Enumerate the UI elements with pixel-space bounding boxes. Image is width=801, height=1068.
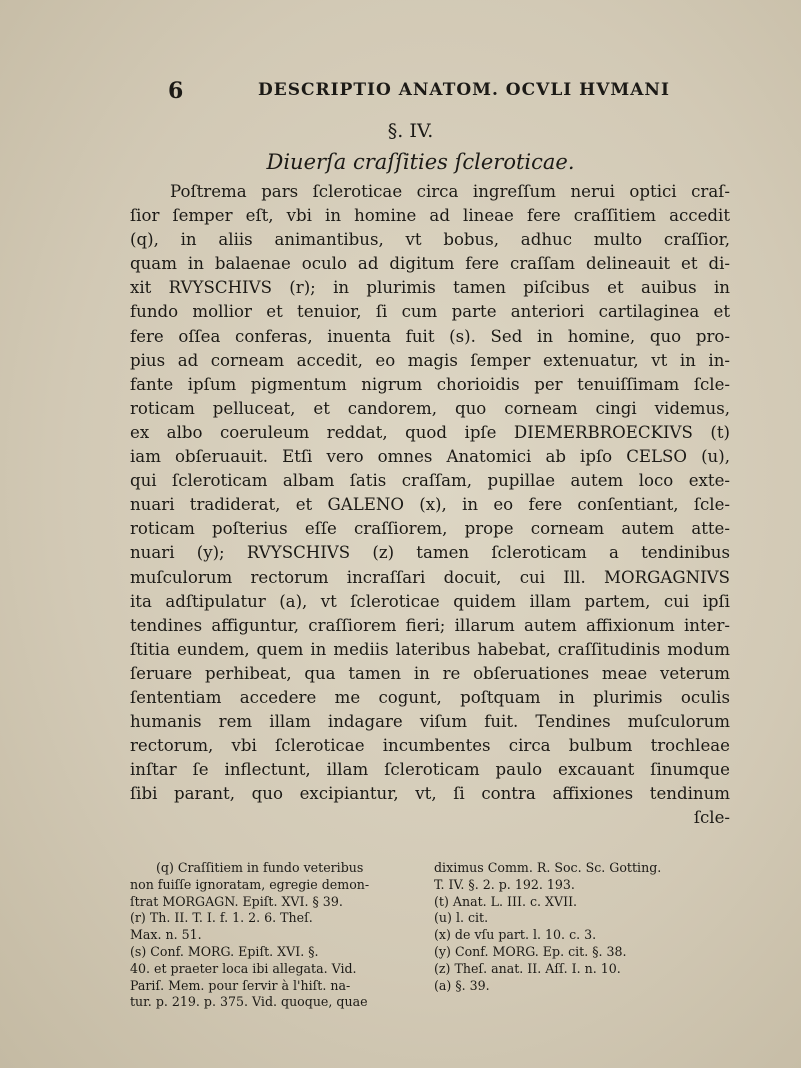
section-title: Diuerſa craſſities ſcleroticae. <box>266 150 575 174</box>
text-line: inſtar ſe inflectunt, illam ſcleroticam paulo excauant ſinumque <box>130 760 730 780</box>
text-line: ſior ſemper eſt, vbi in homine ad lineae fere craſſitiem accedit <box>130 206 730 226</box>
text-line: humanis rem illam indagare viſum fuit. Tendines muſculorum <box>130 712 730 732</box>
footnote-line: 40. et praeter loca ibi allegata. Vid. <box>130 960 357 976</box>
footnotes-left-column <box>130 860 430 1011</box>
text-line: pius ad corneam accedit, eo magis ſemper extenuatur, vt in in- <box>130 350 730 370</box>
body-text <box>130 180 730 831</box>
text-line: ſcle- <box>693 808 730 828</box>
text-line: Poſtrema pars ſcleroticae circa ingreſſum nerui optici craſ- <box>170 182 730 201</box>
text-line: iam obſeruauit. Etſi vero omnes Anatomici ab ipſo CELSO (u), <box>130 447 730 467</box>
footnote-line: (r) Th. II. T. I. f. 1. 2. 6. Theſ. <box>130 910 313 926</box>
text-line: (q), in aliis animantibus, vt bobus, adhuc multo craſſior, <box>130 230 730 250</box>
text-line: quam in balaenae oculo ad digitum fere craſſam delineauit et di- <box>130 254 730 274</box>
text-line: roticam pelluceat, et candorem, quo corneam cingi videmus, <box>130 398 730 418</box>
text-line: ſibi parant, quo excipiantur, vt, ſi contra affixiones tendinum <box>130 784 730 804</box>
footnote-line: Pariſ. Mem. pour ſervir à l'hiſt. na- <box>130 977 351 993</box>
text-line: fante ipſum pigmentum nigrum chorioidis per tenuiſſimam ſcle- <box>130 374 730 394</box>
text-line: qui ſcleroticam albam ſatis craſſam, pupillae autem loco exte- <box>130 471 730 491</box>
text-line: fere oſſea conferas, inuenta fuit (s). Sed in homine, quo pro- <box>130 326 730 346</box>
text-line: tendines affiguntur, craſſiorem fieri; illarum autem affixionum inter- <box>130 615 730 635</box>
text-line: nuari (y); RVYSCHIVS (z) tamen ſcleroticam a tendinibus <box>130 543 730 563</box>
text-line: ſeruare perhibeat, qua tamen in re obſeruationes meae veterum <box>130 663 730 683</box>
footnote-line: (q) Craſſitiem in fundo veteribus <box>156 860 364 875</box>
footnote-line: non fuiſſe ignoratam, egregie demon- <box>130 876 370 892</box>
footnotes-right-column <box>434 860 734 994</box>
text-line: nuari tradiderat, et GALENO (x), in eo fere conſentiant, ſcle- <box>130 495 730 515</box>
text-line: muſculorum rectorum incraſſari docuit, cui Ill. MORGAGNIVS <box>130 567 730 587</box>
footnote-line: T. IV. §. 2. p. 192. 193. <box>434 876 575 892</box>
footnote-line: (x) de vſu part. l. 10. c. 3. <box>434 927 597 943</box>
text-line: ex albo coeruleum reddat, quod ipſe DIEMERBROECKIVS (t) <box>130 422 730 442</box>
footnote-line: diximus Comm. R. Soc. Sc. Gotting. <box>434 860 662 875</box>
section-number: §. IV. <box>387 120 434 142</box>
text-line: fundo mollior et tenuior, ſi cum parte anteriori cartilaginea et <box>130 302 730 322</box>
footnote-line: (t) Anat. L. III. c. XVII. <box>434 893 578 909</box>
text-line: roticam poſterius eſſe craſſiorem, prope corneam autem atte- <box>130 519 730 539</box>
footnote-line: (a) §. 39. <box>434 977 490 993</box>
page-number: 6 <box>168 78 184 104</box>
footnote-line: tur. p. 219. p. 375. Vid. quoque, quae <box>130 994 368 1010</box>
text-line: rectorum, vbi ſcleroticae incumbentes circa bulbum trochleae <box>130 736 730 756</box>
text-line: ſententiam accedere me cogunt, poſtquam in plurimis oculis <box>130 687 730 707</box>
footnote-line: Max. n. 51. <box>130 927 202 943</box>
footnote-line: (z) Theſ. anat. II. Aſſ. I. n. 10. <box>434 960 621 976</box>
text-line: ita adſtipulatur (a), vt ſcleroticae quidem illam partem, cui ipſi <box>130 591 730 611</box>
footnote-line: ſtrat MORGAGN. Epiſt. XVI. § 39. <box>130 893 343 909</box>
text-line: xit RVYSCHIVS (r); in plurimis tamen piſcibus et auibus in <box>130 278 730 298</box>
footnote-line: (s) Conf. MORG. Epiſt. XVI. §. <box>130 943 319 959</box>
running-head: DESCRIPTIO ANATOM. OCVLI HVMANI <box>258 80 670 100</box>
text-line: ſtitia eundem, quem in mediis lateribus habebat, craſſitudinis modum <box>130 639 730 659</box>
footnote-line: (y) Conf. MORG. Ep. cit. §. 38. <box>434 943 627 959</box>
footnote-line: (u) l. cit. <box>434 910 489 926</box>
